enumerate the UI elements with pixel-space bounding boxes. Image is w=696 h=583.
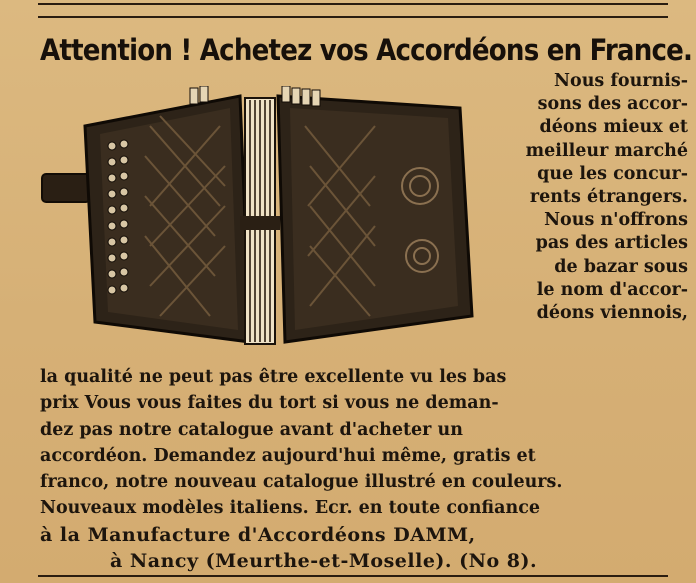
top-rule-2 [38,16,668,18]
side-line: sons des accor- [537,94,688,115]
side-line: le nom d'accor- [536,279,688,300]
accordion-illustration [40,86,480,354]
manufacturer-line: à la Manufacture d'Accordéons DAMM, [40,523,476,546]
side-text [482,70,688,325]
side-line: rents étrangers. [529,187,688,208]
body-line: la qualité ne peut pas être excellente vu les bas [40,367,507,387]
headline: Attention ! Achetez vos Accordéons en France. [40,33,693,67]
body-line: accordéon. Demandez aujourd'hui même, gratis et [40,445,536,466]
side-line: de bazar sous [554,256,688,277]
body-line: Nouveaux modèles italiens. Ecr. en toute confiance [40,498,540,519]
body-line: prix Vous vous faites du tort si vous ne deman- [40,393,499,414]
side-line: que les concur- [537,163,688,184]
side-line: meilleur marché [525,140,688,161]
side-line: Nous n'offrons [544,210,688,231]
side-line: déons mieux et [539,117,688,138]
address-line: à Nancy (Meurthe-et-Moselle). (No 8). [110,550,538,573]
bottom-rule [38,575,668,577]
body-line: franco, notre nouveau catalogue illustré en couleurs. [40,472,563,493]
body-text [40,364,688,574]
side-line: Nous fournis- [554,71,688,91]
top-rule [38,3,668,5]
body-line: dez pas notre catalogue avant d'acheter un [40,419,463,440]
side-line: déons viennois, [536,303,688,324]
side-line: pas des articles [535,233,688,254]
